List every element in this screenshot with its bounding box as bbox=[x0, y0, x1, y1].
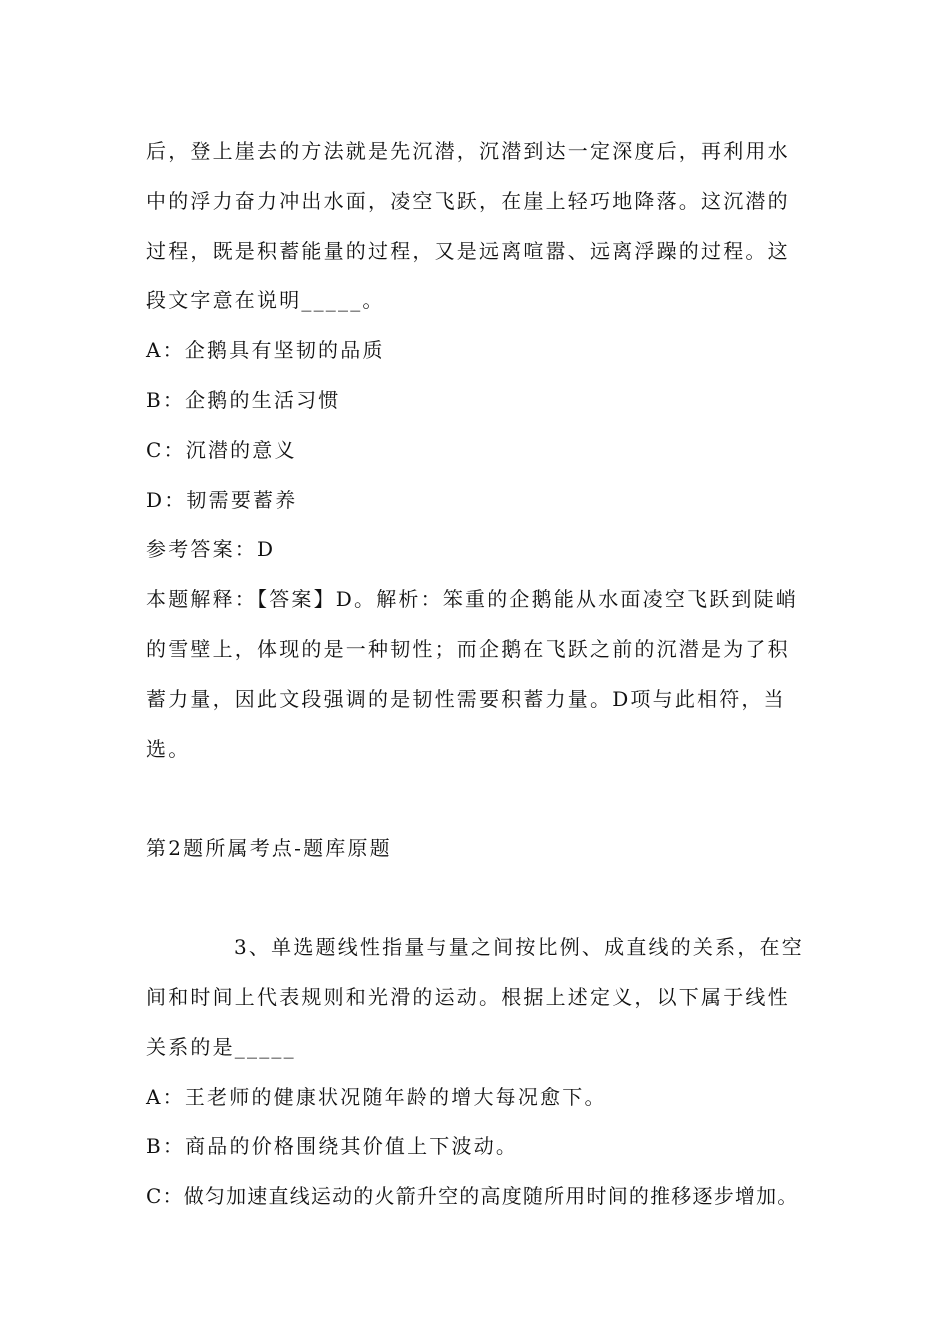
q2-explanation-line-2: 的雪壁上，体现的是一种韧性；而企鹅在飞跃之前的沉潜是为了积 bbox=[146, 637, 790, 661]
q2-explanation-line-3: 蓄力量，因此文段强调的是韧性需要积蓄力量。D项与此相符，当 bbox=[146, 687, 786, 711]
q2-option-a: A：企鹅具有坚韧的品质 bbox=[146, 338, 385, 362]
q3-option-c: C：做匀加速直线运动的火箭升空的高度随所用时间的推移逐步增加。 bbox=[146, 1184, 799, 1208]
q3-option-a: A：王老师的健康状况随年龄的增大每况愈下。 bbox=[146, 1085, 607, 1109]
q2-stem-line-4: 段文字意在说明_____。 bbox=[146, 288, 385, 312]
q2-topic: 第2题所属考点-题库原题 bbox=[146, 836, 392, 860]
q2-stem-line-1: 后，登上崖去的方法就是先沉潜，沉潜到达一定深度后，再利用水 bbox=[146, 139, 790, 163]
q2-stem-line-3: 过程，既是积蓄能量的过程，又是远离喧嚣、远离浮躁的过程。这 bbox=[146, 239, 790, 263]
q3-option-b: B：商品的价格围绕其价值上下波动。 bbox=[146, 1134, 519, 1158]
q2-explanation-line-4: 选。 bbox=[146, 737, 191, 761]
q2-stem-line-2: 中的浮力奋力冲出水面，凌空飞跃，在崖上轻巧地降落。这沉潜的 bbox=[146, 189, 790, 213]
q3-stem-line-1: 3、单选题线性指量与量之间按比例、成直线的关系，在空 bbox=[234, 935, 804, 959]
q2-option-b: B：企鹅的生活习惯 bbox=[146, 388, 341, 412]
q2-option-d: D：韧需要蓄养 bbox=[146, 488, 298, 512]
q2-answer: 参考答案：D bbox=[146, 537, 276, 561]
q3-stem-line-2: 间和时间上代表规则和光滑的运动。根据上述定义，以下属于线性 bbox=[146, 985, 790, 1009]
q2-option-c: C：沉潜的意义 bbox=[146, 438, 297, 462]
q3-stem-line-3: 关系的是_____ bbox=[146, 1035, 296, 1059]
q2-explanation-line-1: 本题解释：【答案】D。解析：笨重的企鹅能从水面凌空飞跃到陡峭 bbox=[146, 587, 799, 611]
